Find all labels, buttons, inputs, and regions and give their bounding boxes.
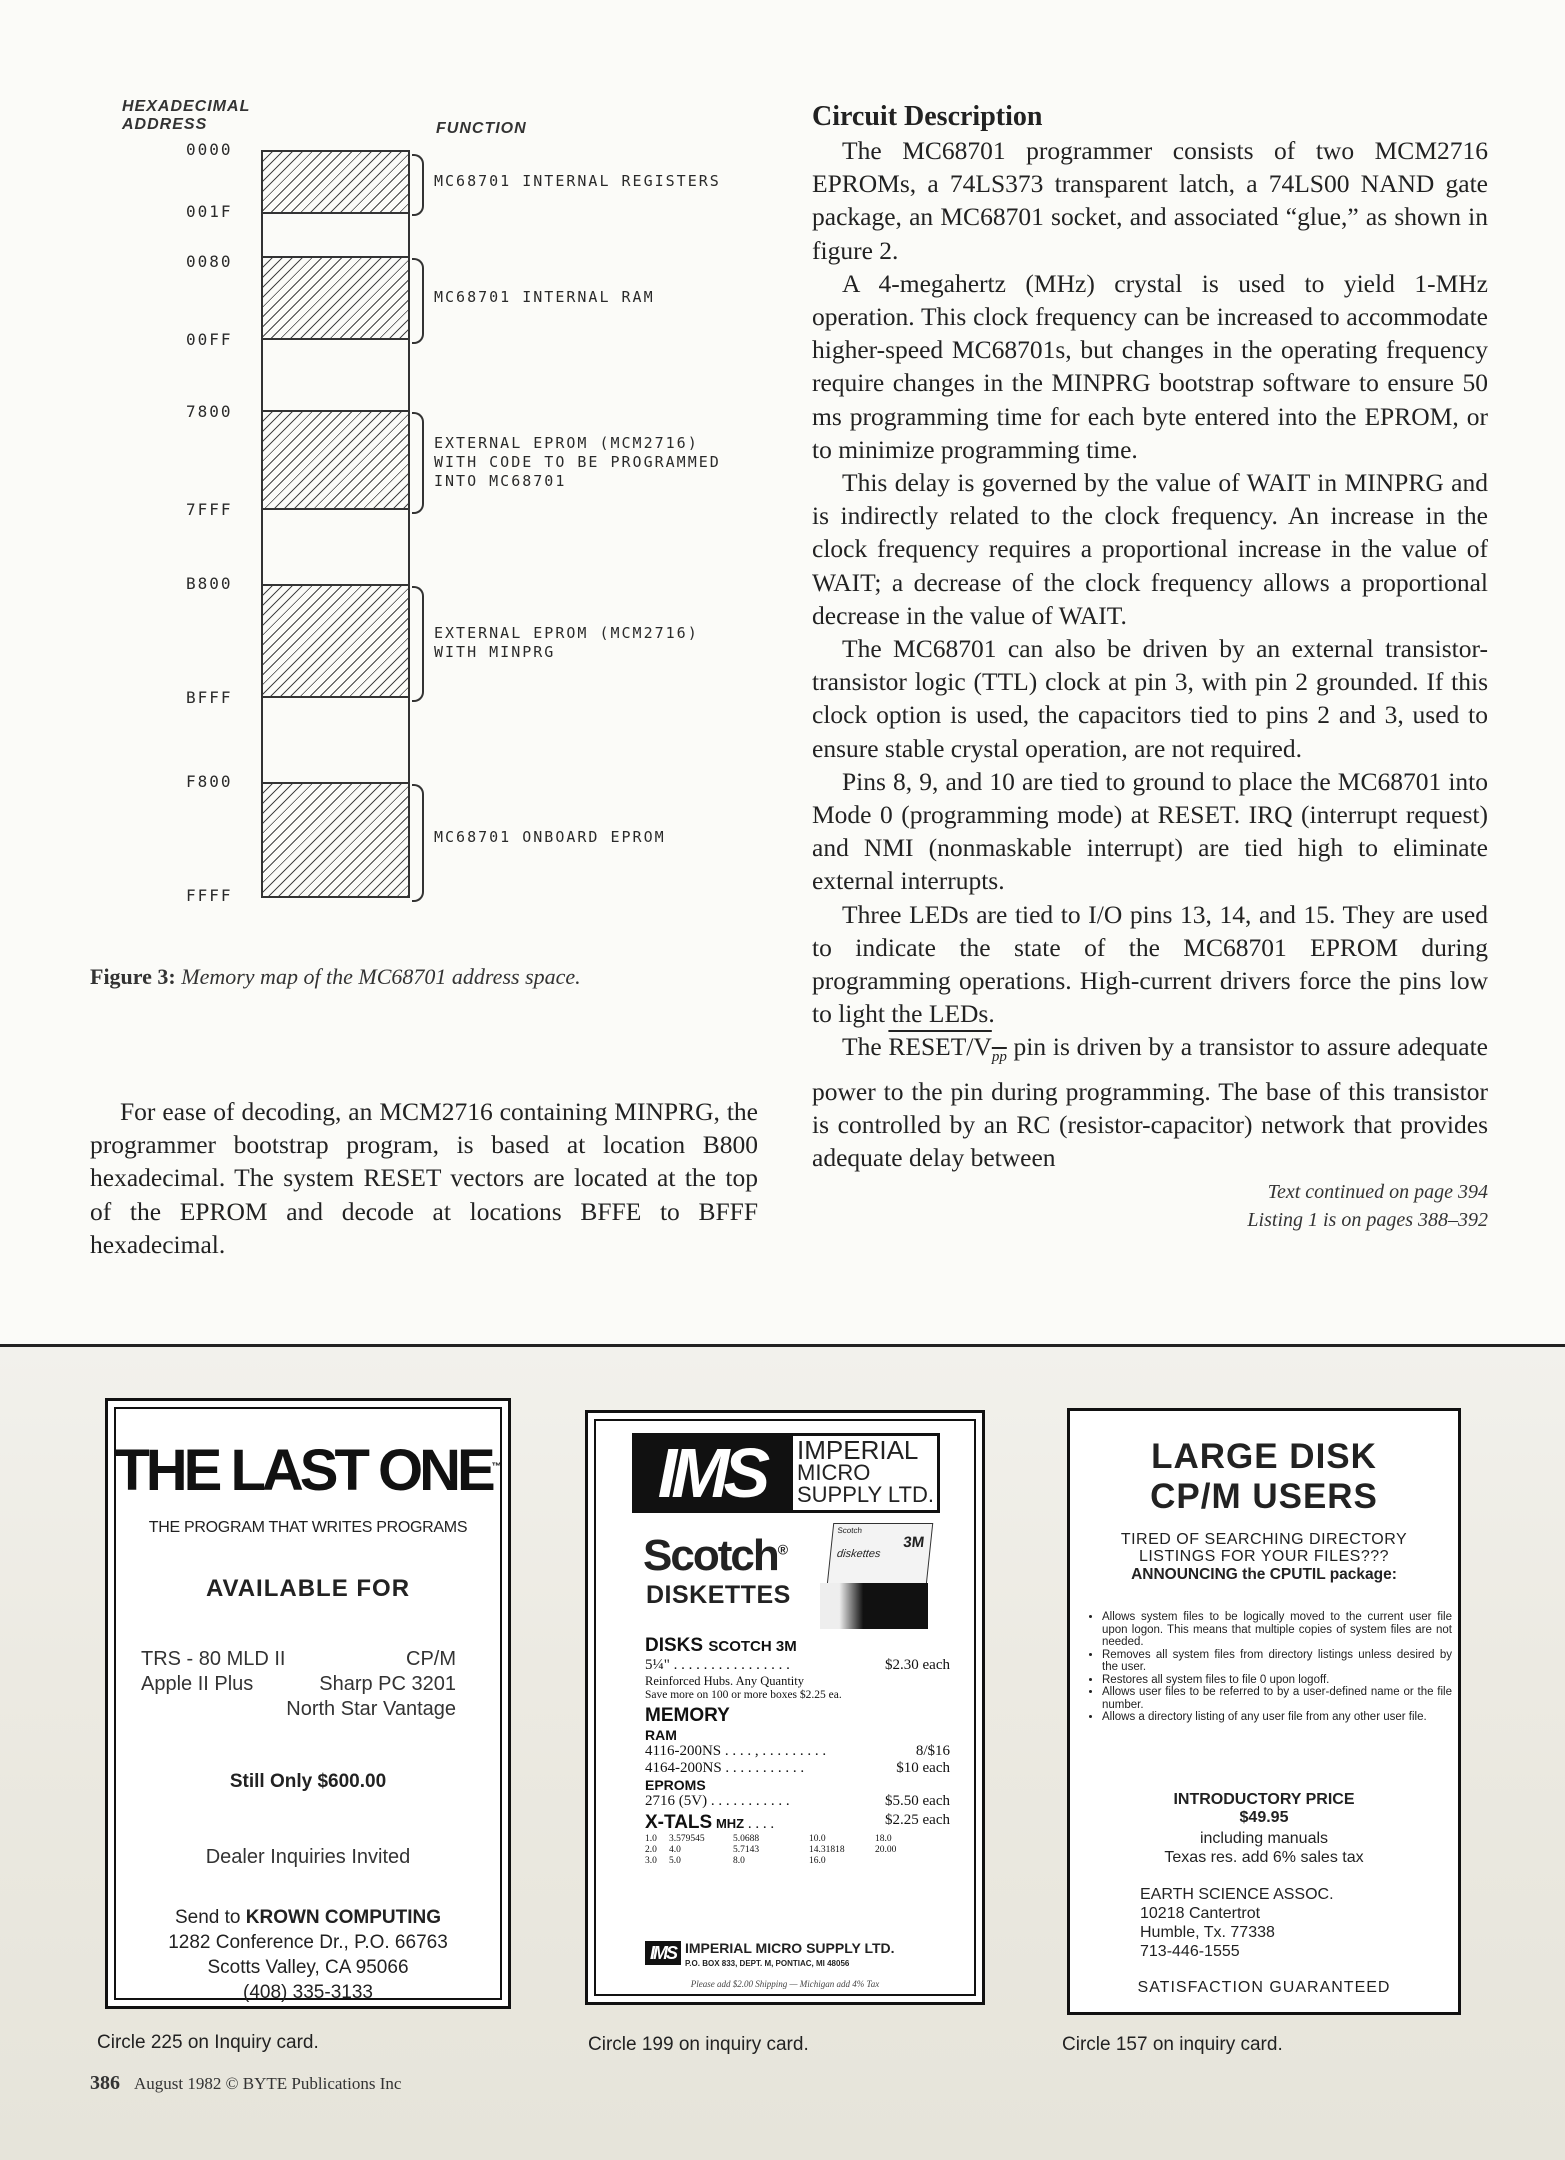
region-internal-registers xyxy=(261,150,410,214)
ad1-contact xyxy=(108,1905,508,2005)
brace xyxy=(412,258,424,344)
item: 4116-200NS . . . . , . . . . . . . . . xyxy=(645,1743,827,1759)
address-column-header: HEXADECIMAL ADDRESS xyxy=(122,98,251,133)
bottom-address: P.O. BOX 833, DEPT. M, PONTIAC, MI 48056 xyxy=(685,1959,850,1968)
ad-imperial-micro-supply xyxy=(585,1410,985,2005)
brace xyxy=(412,586,424,702)
price: $5.50 each xyxy=(885,1793,950,1809)
brace xyxy=(412,154,424,216)
feature-item: • Removes all system files from directory listings unless desired by the user. xyxy=(1102,1649,1452,1674)
function-label: MC68701 ONBOARD EPROM xyxy=(434,828,666,846)
ad3-feature-list xyxy=(1088,1611,1452,1724)
including: including manuals xyxy=(1199,1830,1329,1847)
xtal-cell: 16.0 xyxy=(809,1856,826,1866)
ad2-bottom-contact xyxy=(685,1941,895,1971)
address-label: 7800 xyxy=(186,402,233,421)
function-label: EXTERNAL EPROM (MCM2716) WITH CODE TO BE PROGRAMMED INTO MC68701 xyxy=(434,434,721,490)
ad3-terms xyxy=(1070,1829,1458,1867)
company-line: SUPPLY LTD. xyxy=(797,1482,934,1507)
xtal-cell: 18.0 xyxy=(875,1834,892,1844)
ims-logo: IMS xyxy=(632,1433,790,1513)
address-label: 7FFF xyxy=(186,500,233,519)
xtal-row xyxy=(645,1834,950,1845)
address-label: FFFF xyxy=(186,886,233,905)
xtal-cell: 20.00 xyxy=(875,1845,897,1855)
address: 10218 Cantertrot xyxy=(1140,1905,1261,1922)
ad1-platform: Sharp PC 3201 xyxy=(319,1673,456,1695)
box-label: diskettes xyxy=(836,1548,882,1560)
address-label: F800 xyxy=(186,772,233,791)
ad1-circle-note: Circle 225 on Inquiry card. xyxy=(97,2032,319,2053)
caption-text: Memory map of the MC68701 address space. xyxy=(181,964,581,989)
region-external-eprom-code xyxy=(261,410,410,510)
ims-company-box xyxy=(790,1433,940,1513)
paragraph: This delay is governed by the value of WAIT in MINPRG and is indirectly related to the clock frequency. An increase in the clock frequency requires a proportional increase in the value of WAIT; a decrease of the clock frequency allows a proportional decrease in the value of WAIT. xyxy=(812,468,1488,630)
paragraph: Pins 8, 9, and 10 are tied to ground to place the MC68701 into Mode 0 (programming mode) at RESET. IRQ (interrupt request) and NMI (nonmaskable interrupt) are tied high to eliminate external interrupts. xyxy=(812,766,1488,896)
region-external-eprom-minprg xyxy=(261,584,410,698)
ad1-price: Still Only $600.00 xyxy=(229,1771,387,1792)
phone: 713-446-1555 xyxy=(1140,1943,1240,1960)
address-label: 00FF xyxy=(186,330,233,349)
price-row xyxy=(645,1760,950,1777)
address-label: 001F xyxy=(186,202,233,221)
ad2-circle-note: Circle 199 on inquiry card. xyxy=(588,2034,809,2055)
text: The xyxy=(842,1032,882,1062)
tax: Texas res. add 6% sales tax xyxy=(1164,1849,1364,1866)
xtals-heading xyxy=(645,1812,774,1834)
registered: ® xyxy=(777,1541,787,1558)
company: EARTH SCIENCE ASSOC. xyxy=(1140,1886,1334,1903)
price: $10 each xyxy=(896,1760,950,1776)
price-row xyxy=(645,1793,950,1810)
text: MHZ xyxy=(715,1816,745,1831)
paragraph: The MC68701 can also be driven by an external transistor-transistor logic (TTL) clock at pin 3, with pin 2 grounded. If this clock option is used, the capacitors tied to pins 2 and 3, used to ensure stable crystal operation, are not required. xyxy=(812,634,1488,763)
ad-large-disk-cpm-users xyxy=(1067,1408,1461,2015)
ad3-contact xyxy=(1140,1885,1334,1961)
ad2-shipping: Please add $2.00 Shipping — Michigan add 4% Tax xyxy=(690,1979,880,1989)
memory-heading: MEMORY xyxy=(645,1705,730,1726)
ad1-platform: Apple II Plus xyxy=(141,1673,254,1695)
right-column-text xyxy=(812,100,1488,1234)
region-onboard-eprom xyxy=(261,782,410,898)
page-number: 386 xyxy=(90,2072,120,2094)
price: 8/$16 xyxy=(915,1743,950,1759)
xtal-row xyxy=(645,1845,950,1856)
xtal-row xyxy=(645,1856,950,1867)
ad1-address: Scotts Valley, CA 95066 xyxy=(207,1957,409,1978)
ad3-announcing: ANNOUNCING the CPUTIL package: xyxy=(1131,1566,1397,1583)
intro-price: INTRODUCTORY PRICE xyxy=(1173,1791,1355,1808)
address-label: 0080 xyxy=(186,252,233,271)
note: Save more on 100 or more boxes $2.25 ea. xyxy=(645,1689,842,1701)
ad3-tired: TIRED OF SEARCHING DIRECTORY LISTINGS FOR YOUR FILES??? xyxy=(1120,1531,1408,1565)
brace xyxy=(412,784,424,902)
figure-caption xyxy=(90,964,581,990)
company-line: IMPERIAL xyxy=(797,1435,919,1465)
ad1-send-line xyxy=(108,1905,508,1930)
feature-item: • Restores all system files to file 0 upon logoff. xyxy=(1102,1674,1452,1687)
feature-item: • Allows a directory listing of any user file from any other user file. xyxy=(1102,1711,1452,1724)
paragraph: A 4-megahertz (MHz) crystal is used to yield 1-MHz operation. This clock frequency can be increased to accommodate higher-speed MC68701s, but changes in the operating frequency require changes in the MINPRG bootstrap software to ensure 50 ms programming time for each byte entered into the EPROM, or to minimize programming time. xyxy=(812,268,1488,464)
logo-text: THE LAST ONE xyxy=(114,1438,492,1503)
ims-small-logo: IMS xyxy=(645,1941,681,1965)
subscript: pp xyxy=(991,1049,1007,1066)
xtal-cell: 8.0 xyxy=(733,1856,745,1866)
address-label: BFFF xyxy=(186,688,233,707)
price-row xyxy=(645,1812,950,1834)
ad3-price-block xyxy=(1070,1791,1458,1827)
price: $2.25 each xyxy=(885,1812,950,1828)
paragraph: Three LEDs are tied to I/O pins 13, 14, and 15. They are used to indicate the state of the MC68701 EPROM during programming operations. High-current drivers force the pins low to light the LEDs. xyxy=(812,899,1488,1029)
page-footer xyxy=(90,2072,401,2095)
price: $49.95 xyxy=(1239,1809,1289,1826)
xtal-cell: 5.0 xyxy=(669,1856,681,1866)
box-brand: Scotch xyxy=(836,1526,863,1535)
paragraph: The MC68701 programmer consists of two MCM2716 EPROMs, a 74LS373 transparent latch, a 74LS00 NAND gate package, an MC68701 socket, and associated “glue,” as shown in figure 2. xyxy=(812,136,1488,265)
disks-heading xyxy=(645,1635,950,1657)
xtal-cell: 4.0 xyxy=(669,1845,681,1855)
text: . . . . xyxy=(747,1816,775,1832)
box-3m: 3M xyxy=(902,1534,926,1551)
text: X-TALS xyxy=(645,1812,713,1833)
price: $2.30 each xyxy=(885,1657,950,1673)
text: Scotch xyxy=(643,1531,778,1580)
price-row xyxy=(645,1743,950,1760)
company-line: MICRO xyxy=(797,1460,871,1485)
reset-vpp-pin xyxy=(888,1032,1007,1066)
section-title: Circuit Description xyxy=(812,101,1043,132)
scotch-logo xyxy=(643,1531,786,1581)
the-last-one-logo xyxy=(108,1437,508,1504)
caption-label: Figure 3: xyxy=(90,964,176,989)
address-label: B800 xyxy=(186,574,233,593)
box-lid xyxy=(827,1523,934,1585)
item: 2716 (5V) . . . . . . . . . . . xyxy=(645,1793,790,1809)
item: 5¼" . . . . . . . . . . . . . . . . xyxy=(645,1657,790,1673)
title-line: LARGE DISK xyxy=(1151,1437,1377,1476)
ad1-platform: North Star Vantage xyxy=(286,1698,456,1720)
region-internal-ram xyxy=(261,256,410,340)
xtal-cell: 5.7143 xyxy=(733,1845,760,1855)
bottom-name: IMPERIAL MICRO SUPPLY LTD. xyxy=(685,1940,895,1956)
function-label: EXTERNAL EPROM (MCM2716) WITH MINPRG xyxy=(434,624,699,661)
ad2-diskettes-title: DISKETTES xyxy=(646,1581,791,1609)
address-label: 0000 xyxy=(186,140,233,159)
ad1-dealer: Dealer Inquiries Invited xyxy=(205,1846,411,1868)
ad3-title xyxy=(1070,1437,1458,1517)
title-line: CP/M USERS xyxy=(1150,1477,1378,1516)
ad3-guarantee: SATISFACTION GUARANTEED xyxy=(1137,1979,1391,1996)
text: pin is driven by a transistor to assure adequate power to the pin during programming. The base of this transistor is controlled by an RC (resistor-capacitor) network that provides adequate delay between xyxy=(812,1032,1488,1173)
paragraph: For ease of decoding, an MCM2716 containing MINPRG, the programmer bootstrap program, is based at location B800 hexadecimal. The system RESET vectors are located at the top of the EPROM and decode at locations BFFE to BFFF hexadecimal. xyxy=(90,1097,758,1259)
address: Humble, Tx. 77338 xyxy=(1140,1924,1275,1941)
ad-the-last-one xyxy=(105,1398,511,2009)
ad1-address: 1282 Conference Dr., P.O. 66763 xyxy=(168,1932,448,1953)
brace xyxy=(412,412,424,514)
ad1-platform: TRS - 80 MLD II xyxy=(141,1648,286,1670)
eproms-heading: EPROMS xyxy=(645,1777,706,1793)
text: Send to xyxy=(174,1907,241,1928)
text: DISKS xyxy=(645,1635,704,1656)
xtal-cell: 5.0688 xyxy=(733,1834,760,1844)
paragraph xyxy=(812,1030,1488,1174)
left-column-text xyxy=(90,1095,758,1261)
text: SCOTCH 3M xyxy=(708,1638,797,1655)
ad1-phone: (408) 335-3133 xyxy=(243,1982,373,2003)
xtal-cell: 14.31818 xyxy=(809,1845,845,1855)
ad3-circle-note: Circle 157 on inquiry card. xyxy=(1062,2034,1283,2055)
xtal-cell: 3.579545 xyxy=(669,1834,705,1844)
listing-note: Listing 1 is on pages 388–392 xyxy=(1247,1209,1488,1232)
feature-item: • Allows user files to be referred to by a user-defined name or the file number. xyxy=(1102,1686,1452,1711)
price-row xyxy=(645,1657,950,1674)
box-body xyxy=(820,1583,928,1629)
function-column-header: FUNCTION xyxy=(436,120,527,137)
xtal-cell: 2.0 xyxy=(645,1845,657,1855)
feature-item: • Allows system files to be logically moved to the current user file upon logon. This means that multiple copies of system files are not needed. xyxy=(1102,1611,1452,1649)
function-label: MC68701 INTERNAL RAM xyxy=(434,288,655,306)
ad1-company: KROWN COMPUTING xyxy=(245,1907,442,1928)
xtal-cell: 1.0 xyxy=(645,1834,657,1844)
item: 4164-200NS . . . . . . . . . . . xyxy=(645,1760,805,1776)
text: RESET/V xyxy=(888,1032,992,1062)
footer-text: August 1982 © BYTE Publications Inc xyxy=(134,2074,402,2093)
diskette-box-illustration xyxy=(820,1523,932,1631)
note: Reinforced Hubs. Any Quantity xyxy=(645,1674,805,1688)
xtal-cell: 10.0 xyxy=(809,1834,826,1844)
ad1-tagline: THE PROGRAM THAT WRITES PROGRAMS xyxy=(148,1519,468,1536)
ad1-platform: CP/M xyxy=(406,1648,456,1670)
continued-note: Text continued on page 394 xyxy=(1267,1181,1488,1204)
ram-heading: RAM xyxy=(645,1727,677,1743)
ad2-price-list xyxy=(645,1635,950,1867)
xtal-table xyxy=(645,1834,950,1867)
function-label: MC68701 INTERNAL REGISTERS xyxy=(434,172,721,190)
xtal-cell: 3.0 xyxy=(645,1856,657,1866)
ad1-available: AVAILABLE FOR xyxy=(205,1575,411,1602)
trademark: ™ xyxy=(491,1461,502,1473)
